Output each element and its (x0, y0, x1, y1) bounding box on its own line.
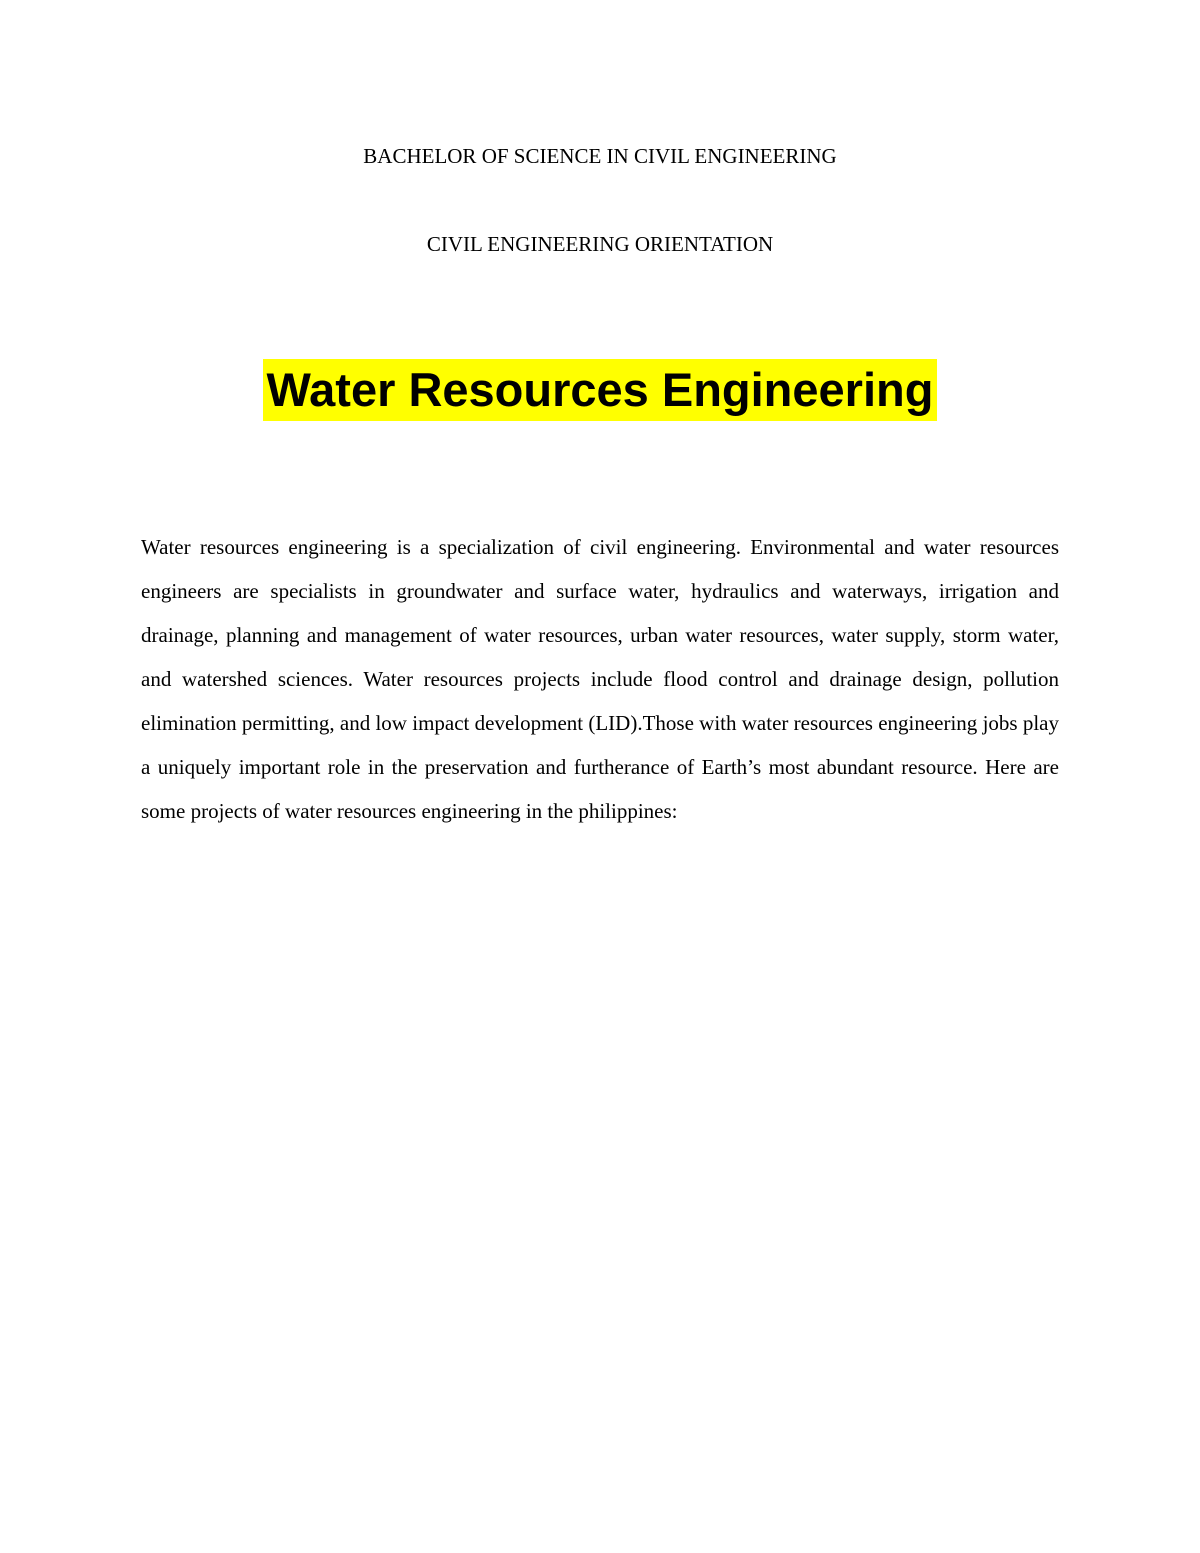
degree-heading: BACHELOR OF SCIENCE IN CIVIL ENGINEERING (363, 144, 837, 168)
title-container (0, 359, 1200, 421)
course-heading: CIVIL ENGINEERING ORIENTATION (426, 232, 774, 256)
document-title: Water Resources Engineering (263, 359, 938, 421)
body-paragraph: Water resources engineering is a specialization of civil engineering. Environmental and water resources engineers are specialists in groundwater and surface water, hydraulics and waterways, irrigation and drainage, planning and management of water resources, urban water resources, water supply, storm water, and watershed sciences. Water resources projects include flood control and drainage design, pollution elimination permitting, and low impact development (LID).Those with water resources engineering jobs play a uniquely important role in the preservation and furtherance of Earth’s most abundant resource. Here are some projects of water resources engineering in the philippines: (141, 535, 1059, 823)
